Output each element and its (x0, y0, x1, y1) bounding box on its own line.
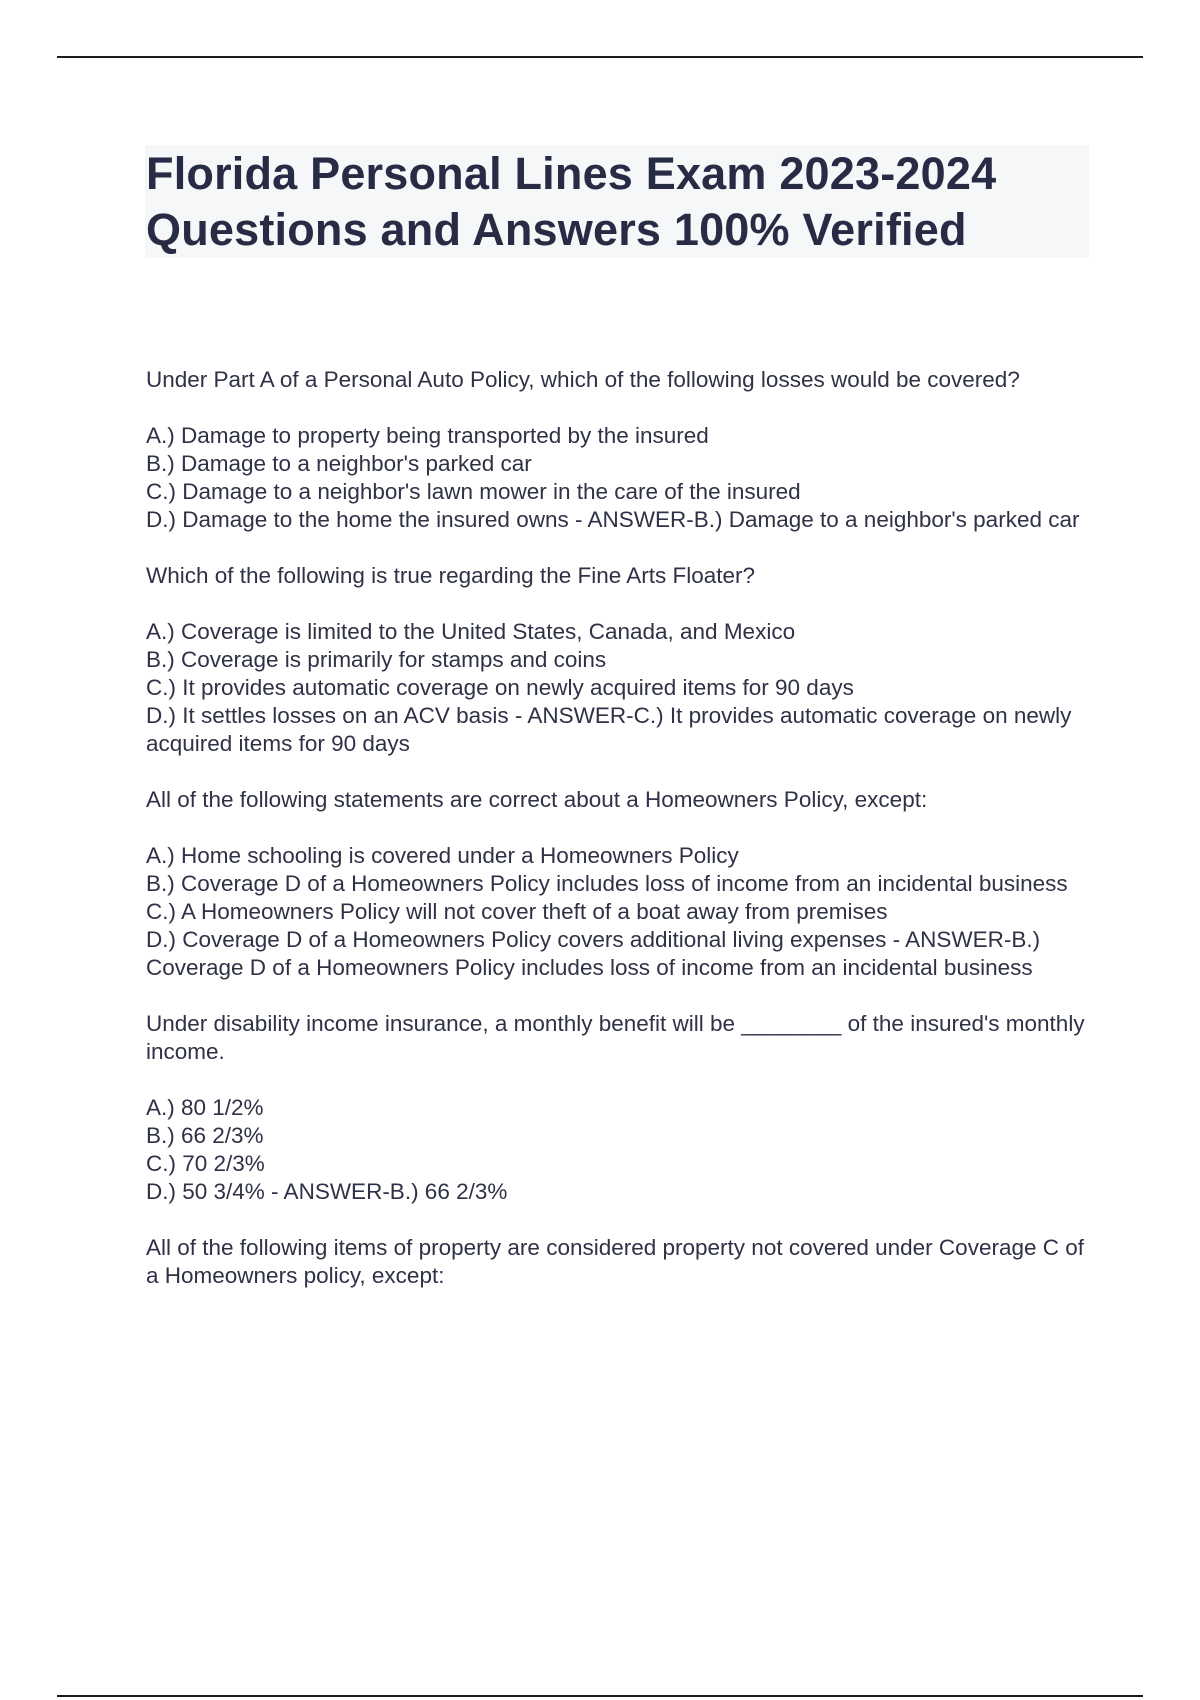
options-list (146, 1094, 1086, 1206)
questions-list (146, 366, 1086, 1318)
title-line-2: Questions and Answers 100% Verified (146, 204, 967, 255)
question-text: All of the following items of property are considered property not covered under Coverage C of a Homeowners policy, except: (146, 1235, 1085, 1288)
question-block (146, 562, 1086, 758)
question-block (146, 786, 1086, 982)
question-block (146, 1234, 1086, 1290)
options-list (146, 842, 1086, 982)
question-block (146, 366, 1086, 534)
option-b: B.) 66 2/3% (146, 1123, 264, 1148)
top-rule (57, 56, 1143, 58)
title-line-1: Florida Personal Lines Exam 2023-2024 (146, 148, 997, 199)
option-d-answer: D.) Coverage D of a Homeowners Policy covers additional living expenses - ANSWER-B.) Coverage D of a Homeowners Policy includes loss of income from an incidental business (146, 927, 1041, 980)
option-d-answer: D.) It settles losses on an ACV basis - ANSWER-C.) It provides automatic coverage on newly acquired items for 90 days (146, 703, 1072, 756)
question-text: All of the following statements are correct about a Homeowners Policy, except: (146, 787, 928, 812)
option-c: C.) A Homeowners Policy will not cover theft of a boat away from premises (146, 899, 888, 924)
question-text: Under disability income insurance, a monthly benefit will be ________ of the insured's monthly income. (146, 1011, 1085, 1064)
option-a: A.) Home schooling is covered under a Homeowners Policy (146, 843, 739, 868)
option-d-answer: D.) Damage to the home the insured owns - ANSWER-B.) Damage to a neighbor's parked car (146, 507, 1080, 532)
question-block (146, 1010, 1086, 1206)
option-b: B.) Coverage is primarily for stamps and coins (146, 647, 607, 672)
options-list (146, 422, 1086, 534)
bottom-rule (57, 1695, 1143, 1697)
option-a: A.) 80 1/2% (146, 1095, 264, 1120)
option-c: C.) It provides automatic coverage on newly acquired items for 90 days (146, 675, 854, 700)
option-c: C.) Damage to a neighbor's lawn mower in the care of the insured (146, 479, 801, 504)
question-text: Under Part A of a Personal Auto Policy, which of the following losses would be covered? (146, 367, 1020, 392)
options-list (146, 618, 1086, 758)
option-c: C.) 70 2/3% (146, 1151, 265, 1176)
option-a: A.) Damage to property being transported by the insured (146, 423, 709, 448)
document-title (146, 146, 1086, 258)
option-b: B.) Coverage D of a Homeowners Policy includes loss of income from an incidental business (146, 871, 1068, 896)
option-d-answer: D.) 50 3/4% - ANSWER-B.) 66 2/3% (146, 1179, 508, 1204)
option-b: B.) Damage to a neighbor's parked car (146, 451, 532, 476)
option-a: A.) Coverage is limited to the United States, Canada, and Mexico (146, 619, 796, 644)
question-text: Which of the following is true regarding the Fine Arts Floater? (146, 563, 756, 588)
